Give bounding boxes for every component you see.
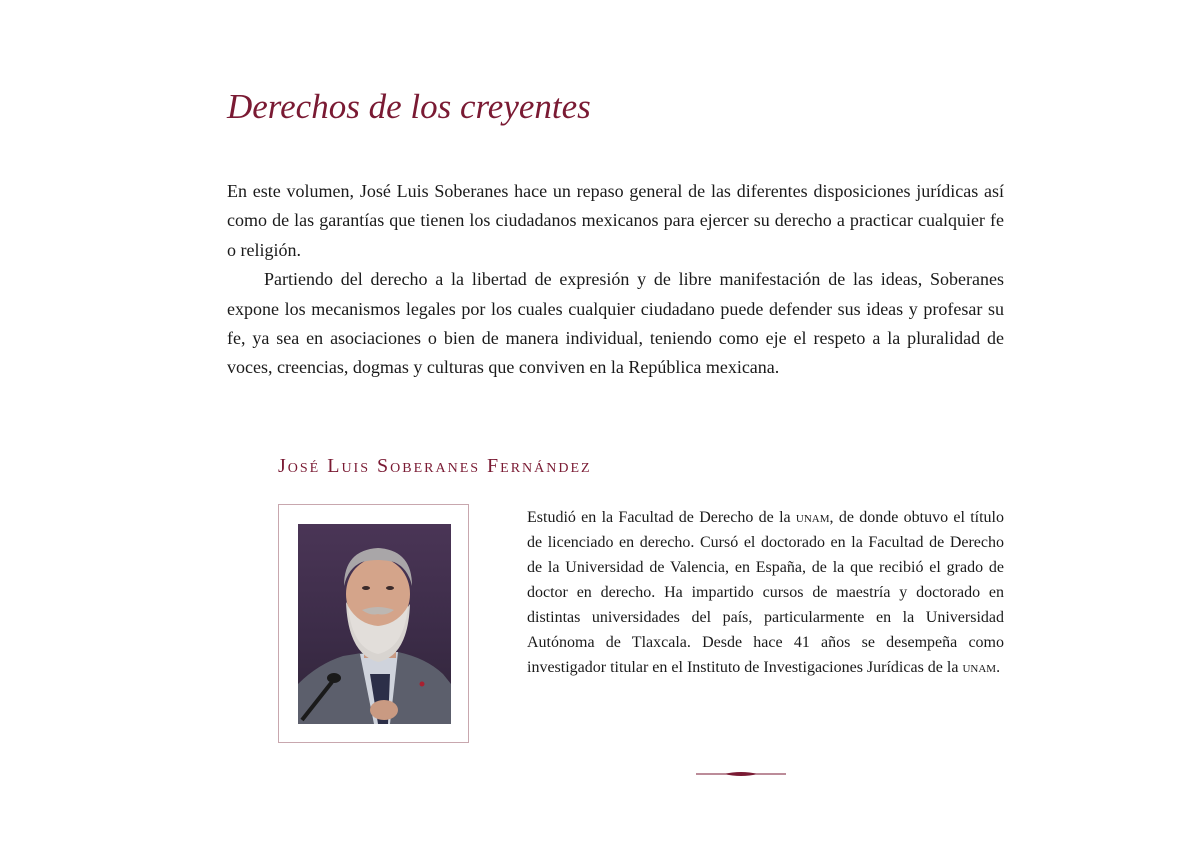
page-title: Derechos de los creyentes [227, 87, 591, 126]
author-photo [298, 524, 451, 724]
intro-paragraph-1: En este volumen, José Luis Soberanes hace un repaso general de las diferentes disposiciones jurídicas así como de las garantías que tienen los ciudadanos mexicanos para ejercer su derecho a practicar cualquier fe o religión. [227, 181, 1004, 260]
bio-text-part-3: . [996, 659, 1001, 676]
intro-text [227, 177, 1004, 383]
bio-text-part-1: Estudió en la Facultad de Derecho de la [527, 509, 796, 526]
author-photo-frame [278, 504, 469, 743]
author-bio-paragraph [527, 505, 1004, 680]
intro-paragraph-2: Partiendo del derecho a la libertad de expresión y de libre manifestación de las ideas, Soberanes expone los mecanismos legales por los cuales cualquier ciudadano puede defender sus ideas y profesar su fe, ya sea en asociaciones o bien de manera individual, teniendo como eje el respeto a la pluralidad de voces, creencias, dogmas y culturas que conviven en la República mexicana. [227, 269, 1004, 378]
author-bio [527, 505, 1004, 680]
decorative-ornament-icon [696, 769, 786, 779]
unam-acronym: unam [795, 509, 830, 526]
author-portrait-illustration [298, 524, 451, 724]
bio-text-part-2: , de donde obtuvo el título de licenciado en derecho. Cursó el doctorado en la Facultad de Derecho de la Universidad de Valencia, en España, de la que recibió el grado de doctor en derecho. Ha impartido cursos de maestría y doctorado en distintas universidades del país, particularmente en la Universidad Autónoma de Tlaxcala. Desde hace 41 años se desempeña como investigador titular en el Instituto de Investigaciones Jurídicas de la [527, 509, 1004, 676]
author-name: José Luis Soberanes Fernández [278, 455, 592, 477]
unam-acronym: unam [962, 659, 997, 676]
